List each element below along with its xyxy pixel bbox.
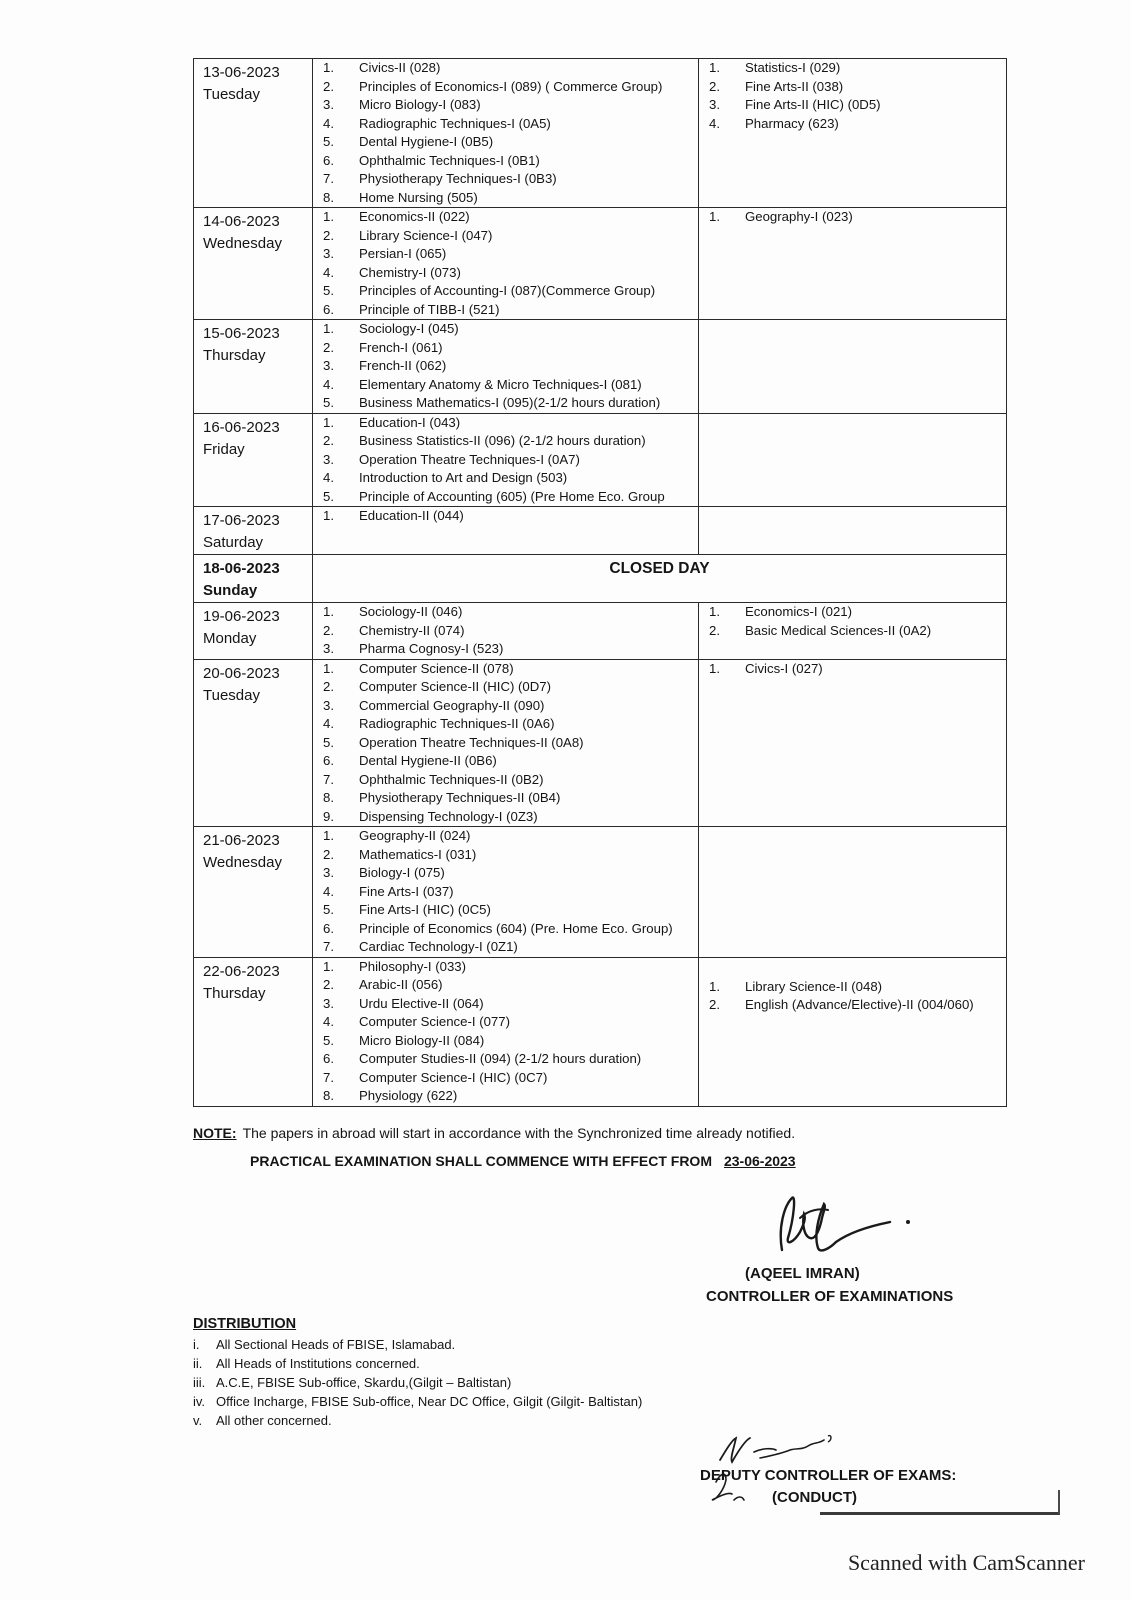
subject-item xyxy=(313,715,698,734)
subject-number: 5. xyxy=(323,395,334,410)
subject-number: 1. xyxy=(323,321,334,336)
subject-name: Sociology-I (045) xyxy=(359,321,459,336)
subject-item xyxy=(313,752,698,771)
date-cell xyxy=(194,827,313,958)
subject-name: Commercial Geography-II (090) xyxy=(359,697,545,713)
subject-name: Economics-II (022) xyxy=(359,209,470,224)
date-cell xyxy=(194,208,313,320)
date-sheet-row xyxy=(194,413,1007,507)
subject-name: Micro Biology-I (083) xyxy=(359,97,481,112)
subject-item xyxy=(313,920,698,939)
subject-number: 1. xyxy=(323,508,334,523)
exam-date: 19-06-2023 xyxy=(203,608,280,625)
subject-item xyxy=(699,996,1006,1015)
subject-item xyxy=(313,603,698,622)
subject-item xyxy=(313,170,698,189)
date-sheet-row xyxy=(194,320,1007,414)
exam-weekday: Wednesday xyxy=(203,854,282,871)
subject-name: Statistics-I (029) xyxy=(745,60,841,75)
subject-number: 4. xyxy=(323,1014,334,1029)
deputy-controller-title: DEPUTY CONTROLLER OF EXAMS: xyxy=(700,1467,957,1484)
date-cell xyxy=(194,320,313,414)
subject-list xyxy=(313,320,698,413)
exam-date: 13-06-2023 xyxy=(203,64,280,81)
subject-list xyxy=(313,507,698,526)
morning-session-cell xyxy=(313,827,699,958)
subject-item xyxy=(313,227,698,246)
subject-name: Computer Science-I (077) xyxy=(359,1014,510,1029)
distribution-item xyxy=(193,1335,642,1354)
controller-name: (AQEEL IMRAN) xyxy=(745,1265,860,1282)
subject-number: 1. xyxy=(709,660,720,676)
subject-name: Micro Biology-II (084) xyxy=(359,1032,485,1048)
date-sheet-row xyxy=(194,507,1007,555)
subject-number: 1. xyxy=(323,60,334,75)
subject-item xyxy=(313,734,698,753)
subject-item xyxy=(313,1013,698,1032)
subject-number: 3. xyxy=(323,97,334,112)
subject-number: 7. xyxy=(323,1069,334,1085)
subject-name: Home Nursing (505) xyxy=(359,189,478,205)
subject-number: 3. xyxy=(323,697,334,713)
subject-number: 5. xyxy=(323,283,334,298)
closed-day-label: CLOSED DAY xyxy=(313,555,1007,603)
distribution-item-text: Office Incharge, FBISE Sub-office, Near DC Office, Gilgit (Gilgit- Baltistan) xyxy=(216,1394,643,1409)
subject-item xyxy=(313,208,698,227)
subject-number: 4. xyxy=(323,470,334,485)
subject-number: 2. xyxy=(323,339,334,355)
subject-number: 3. xyxy=(323,865,334,880)
subject-number: 2. xyxy=(323,679,334,694)
subject-name: Sociology-II (046) xyxy=(359,604,463,619)
subject-item xyxy=(313,846,698,865)
evening-session-cell xyxy=(699,208,1007,320)
subject-item xyxy=(699,603,1006,622)
subject-item xyxy=(313,376,698,395)
subject-number: 4. xyxy=(709,115,720,131)
subject-number: 2. xyxy=(709,622,720,638)
subject-number: 3. xyxy=(323,451,334,467)
subject-item xyxy=(313,660,698,679)
exam-date: 20-06-2023 xyxy=(203,664,280,682)
distribution-item-number: v. xyxy=(193,1413,203,1428)
subject-list xyxy=(699,59,1006,133)
subject-number: 8. xyxy=(323,790,334,805)
subject-number: 7. xyxy=(323,939,334,954)
subject-list xyxy=(699,208,1006,227)
subject-name: Operation Theatre Techniques-II (0A8) xyxy=(359,734,584,750)
subject-number: 4. xyxy=(323,264,334,280)
subject-item xyxy=(313,339,698,358)
subject-item xyxy=(313,189,698,208)
date-cell xyxy=(194,59,313,208)
subject-item xyxy=(313,320,698,339)
subject-item xyxy=(313,414,698,433)
subject-item xyxy=(313,78,698,97)
exam-weekday: Wednesday xyxy=(203,235,282,252)
subject-item xyxy=(313,622,698,641)
evening-session-cell xyxy=(699,659,1007,827)
subject-item xyxy=(313,995,698,1014)
subject-number: 2. xyxy=(323,846,334,862)
exam-weekday: Thursday xyxy=(203,347,266,364)
exam-weekday: Saturday xyxy=(203,534,264,551)
exam-date: 16-06-2023 xyxy=(203,418,280,436)
subject-number: 2. xyxy=(709,997,720,1012)
subject-item xyxy=(313,469,698,488)
subject-name: Geography-II (024) xyxy=(359,828,471,843)
stamp-divider xyxy=(820,1512,1060,1515)
subject-name: Computer Science-II (078) xyxy=(359,660,514,676)
subject-item xyxy=(313,976,698,995)
subject-item xyxy=(313,488,698,507)
date-sheet-body xyxy=(194,59,1007,1107)
subject-name: Radiographic Techniques-II (0A6) xyxy=(359,716,555,731)
distribution-item-number: iii. xyxy=(193,1375,206,1390)
subject-item xyxy=(313,678,698,697)
subject-number: 6. xyxy=(323,152,334,168)
subject-name: Education-I (043) xyxy=(359,414,461,430)
date-cell xyxy=(194,603,313,660)
subject-item xyxy=(313,115,698,134)
evening-session-cell xyxy=(699,603,1007,660)
deputy-controller-subtitle: (CONDUCT) xyxy=(772,1489,857,1506)
distribution-list xyxy=(193,1335,642,1430)
exam-weekday: Friday xyxy=(203,440,245,458)
subject-name: Physiology (622) xyxy=(359,1088,458,1103)
subject-name: Fine Arts-II (HIC) (0D5) xyxy=(745,97,881,112)
practical-exam-notice xyxy=(250,1153,796,1169)
subject-item xyxy=(313,771,698,790)
subject-number: 4. xyxy=(323,115,334,131)
exam-date: 14-06-2023 xyxy=(203,213,280,230)
subject-number: 1. xyxy=(709,209,720,224)
subject-name: Basic Medical Sciences-II (0A2) xyxy=(745,622,932,638)
subject-name: Civics-I (027) xyxy=(745,660,823,676)
subject-list xyxy=(313,827,698,957)
subject-number: 5. xyxy=(323,134,334,149)
subject-item xyxy=(313,901,698,920)
subject-number: 1. xyxy=(323,958,334,974)
subject-number: 7. xyxy=(323,171,334,186)
subject-item xyxy=(699,96,1006,115)
practical-text: PRACTICAL EXAMINATION SHALL COMMENCE WITH EFFECT FROM xyxy=(250,1153,712,1169)
subject-name: Mathematics-I (031) xyxy=(359,846,477,862)
subject-name: Philosophy-I (033) xyxy=(359,958,467,974)
subject-list xyxy=(313,59,698,207)
subject-name: Fine Arts-I (037) xyxy=(359,883,454,899)
subject-item xyxy=(313,789,698,808)
subject-list xyxy=(699,660,1006,679)
exam-date: 15-06-2023 xyxy=(203,325,280,342)
subject-name: Principle of Economics (604) (Pre. Home Eco. Group) xyxy=(359,920,673,936)
exam-weekday: Monday xyxy=(203,630,257,647)
morning-session-cell xyxy=(313,507,699,555)
subject-name: Ophthalmic Techniques-I (0B1) xyxy=(359,152,540,168)
subject-name: Persian-I (065) xyxy=(359,246,447,261)
subject-name: Fine Arts-II (038) xyxy=(745,78,844,94)
subject-number: 9. xyxy=(323,808,334,824)
distribution-item-number: ii. xyxy=(193,1356,203,1371)
date-sheet-row xyxy=(194,59,1007,208)
exam-date: 17-06-2023 xyxy=(203,512,280,529)
evening-session-cell xyxy=(699,413,1007,507)
subject-name: Pharma Cognosy-I (523) xyxy=(359,641,504,656)
note xyxy=(193,1125,795,1141)
subject-list xyxy=(313,208,698,319)
exam-date: 18-06-2023 xyxy=(203,560,280,577)
subject-item xyxy=(313,451,698,470)
subject-name: Radiographic Techniques-I (0A5) xyxy=(359,115,551,131)
subject-number: 1. xyxy=(323,828,334,843)
morning-session-cell xyxy=(313,603,699,660)
subject-item xyxy=(699,115,1006,134)
stamp-edge xyxy=(1058,1490,1060,1514)
subject-number: 3. xyxy=(323,246,334,261)
subject-name: Principles of Accounting-I (087)(Commerce Group) xyxy=(359,283,656,298)
subject-number: 7. xyxy=(323,771,334,787)
subject-number: 1. xyxy=(709,604,720,619)
subject-name: Urdu Elective-II (064) xyxy=(359,995,484,1011)
subject-number: 4. xyxy=(323,883,334,899)
exam-weekday: Tuesday xyxy=(203,686,260,704)
subject-name: Dental Hygiene-I (0B5) xyxy=(359,134,494,149)
distribution-item-text: A.C.E, FBISE Sub-office, Skardu,(Gilgit – Baltistan) xyxy=(216,1375,512,1390)
subject-name: Computer Science-I (HIC) (0C7) xyxy=(359,1069,548,1085)
subject-item xyxy=(313,301,698,320)
date-sheet-row xyxy=(194,957,1007,1106)
subject-number: 3. xyxy=(323,641,334,656)
subject-name: English (Advance/Elective)-II (004/060) xyxy=(745,997,974,1012)
subject-name: Civics-II (028) xyxy=(359,60,441,75)
subject-item xyxy=(699,78,1006,97)
date-cell xyxy=(194,555,313,603)
evening-session-cell xyxy=(699,320,1007,414)
subject-name: Biology-I (075) xyxy=(359,865,445,880)
subject-item xyxy=(313,640,698,659)
subject-item xyxy=(313,938,698,957)
subject-item xyxy=(313,357,698,376)
subject-name: Principles of Economics-I (089) ( Commerce Group) xyxy=(359,78,663,94)
subject-item xyxy=(313,282,698,301)
subject-name: Principle of Accounting (605) (Pre Home Eco. Group xyxy=(359,488,665,504)
distribution-item xyxy=(193,1354,642,1373)
subject-item xyxy=(313,59,698,78)
practical-date: 23-06-2023 xyxy=(723,1153,796,1169)
subject-item xyxy=(313,507,698,526)
subject-item xyxy=(313,827,698,846)
evening-session-cell xyxy=(699,59,1007,208)
note-label: NOTE: xyxy=(193,1125,237,1141)
morning-session-cell xyxy=(313,320,699,414)
subject-item xyxy=(313,264,698,283)
subject-list xyxy=(313,660,698,827)
subject-name: Pharmacy (623) xyxy=(745,115,839,131)
subject-number: 2. xyxy=(323,227,334,243)
distribution-item xyxy=(193,1411,642,1430)
distribution-item-number: i. xyxy=(193,1337,200,1352)
subject-number: 5. xyxy=(323,734,334,750)
date-sheet-row xyxy=(194,603,1007,660)
subject-number: 5. xyxy=(323,902,334,917)
subject-item xyxy=(313,96,698,115)
subject-number: 6. xyxy=(323,1051,334,1066)
distribution-item xyxy=(193,1373,642,1392)
subject-item xyxy=(313,697,698,716)
date-cell xyxy=(194,659,313,827)
subject-list xyxy=(313,603,698,659)
distribution-item-text: All other concerned. xyxy=(216,1413,332,1428)
subject-list xyxy=(699,978,1006,1015)
subject-name: Geography-I (023) xyxy=(745,209,853,224)
subject-number: 6. xyxy=(323,301,334,317)
subject-item xyxy=(699,622,1006,641)
subject-number: 3. xyxy=(709,97,720,112)
subject-name: Arabic-II (056) xyxy=(359,977,443,992)
subject-item xyxy=(313,1050,698,1069)
date-cell xyxy=(194,507,313,555)
subject-number: 2. xyxy=(709,78,720,94)
evening-session-cell xyxy=(699,957,1007,1106)
subject-name: Chemistry-II (074) xyxy=(359,622,465,638)
subject-name: Library Science-I (047) xyxy=(359,227,493,243)
subject-number: 4. xyxy=(323,376,334,392)
subject-name: Computer Science-II (HIC) (0D7) xyxy=(359,679,551,694)
date-sheet-row xyxy=(194,827,1007,958)
controller-signature-icon xyxy=(760,1188,930,1263)
subject-item xyxy=(313,245,698,264)
distribution-item-number: iv. xyxy=(193,1394,206,1409)
subject-name: Library Science-II (048) xyxy=(745,978,883,994)
subject-name: French-II (062) xyxy=(359,358,447,373)
date-cell xyxy=(194,413,313,507)
subject-number: 3. xyxy=(323,358,334,373)
subject-number: 2. xyxy=(323,433,334,448)
morning-session-cell xyxy=(313,59,699,208)
subject-name: Ophthalmic Techniques-II (0B2) xyxy=(359,771,544,787)
date-sheet-table xyxy=(193,58,1007,1107)
distribution-item-text: All Heads of Institutions concerned. xyxy=(216,1356,420,1371)
date-sheet-row xyxy=(194,659,1007,827)
subject-name: Principle of TIBB-I (521) xyxy=(359,301,500,317)
distribution-heading: DISTRIBUTION xyxy=(193,1316,297,1332)
subject-number: 5. xyxy=(323,1032,334,1048)
subject-name: Business Mathematics-I (095)(2-1/2 hours duration) xyxy=(359,395,661,410)
subject-name: Elementary Anatomy & Micro Techniques-I (081) xyxy=(359,376,642,392)
subject-item xyxy=(699,208,1006,227)
exam-weekday: Tuesday xyxy=(203,86,260,103)
subject-list xyxy=(699,603,1006,640)
date-sheet-row xyxy=(194,208,1007,320)
subject-name: Economics-I (021) xyxy=(745,604,853,619)
subject-item xyxy=(313,808,698,827)
subject-item xyxy=(313,1087,698,1106)
subject-number: 2. xyxy=(323,977,334,992)
subject-number: 4. xyxy=(323,716,334,731)
subject-number: 8. xyxy=(323,189,334,205)
subject-number: 1. xyxy=(709,978,720,994)
note-text: The papers in abroad will start in accordance with the Synchronized time already notified. xyxy=(242,1125,796,1141)
subject-item xyxy=(313,394,698,413)
subject-name: Physiotherapy Techniques-II (0B4) xyxy=(359,790,561,805)
exam-date: 22-06-2023 xyxy=(203,962,280,980)
subject-name: French-I (061) xyxy=(359,339,443,355)
subject-item xyxy=(313,958,698,977)
subject-name: Chemistry-I (073) xyxy=(359,264,461,280)
exam-date: 21-06-2023 xyxy=(203,832,280,849)
subject-item xyxy=(313,432,698,451)
closed-day-row xyxy=(194,555,1007,603)
subject-item xyxy=(313,133,698,152)
subject-name: Operation Theatre Techniques-I (0A7) xyxy=(359,451,580,467)
subject-name: Business Statistics-II (096) (2-1/2 hours duration) xyxy=(359,433,646,448)
evening-session-cell xyxy=(699,827,1007,958)
subject-number: 1. xyxy=(323,414,334,430)
subject-list xyxy=(313,414,698,507)
subject-item xyxy=(313,883,698,902)
subject-number: 1. xyxy=(323,209,334,224)
evening-session-cell xyxy=(699,507,1007,555)
morning-session-cell xyxy=(313,659,699,827)
subject-number: 3. xyxy=(323,995,334,1011)
subject-item xyxy=(699,59,1006,78)
subject-list xyxy=(313,958,698,1106)
subject-number: 1. xyxy=(323,660,334,676)
subject-number: 5. xyxy=(323,488,334,504)
subject-name: Introduction to Art and Design (503) xyxy=(359,470,568,485)
date-cell xyxy=(194,957,313,1106)
exam-weekday: Thursday xyxy=(203,984,266,1002)
controller-title: CONTROLLER OF EXAMINATIONS xyxy=(706,1288,954,1305)
subject-item xyxy=(313,864,698,883)
subject-item xyxy=(313,1069,698,1088)
subject-number: 6. xyxy=(323,753,334,768)
morning-session-cell xyxy=(313,208,699,320)
subject-number: 2. xyxy=(323,78,334,94)
subject-name: Dental Hygiene-II (0B6) xyxy=(359,753,497,768)
subject-number: 2. xyxy=(323,622,334,638)
subject-name: Computer Studies-II (094) (2-1/2 hours duration) xyxy=(359,1051,642,1066)
subject-name: Dispensing Technology-I (0Z3) xyxy=(359,808,538,824)
scanner-watermark: Scanned with CamScanner xyxy=(847,1550,1085,1575)
distribution-item xyxy=(193,1392,642,1411)
subject-number: 1. xyxy=(323,604,334,619)
subject-number: 6. xyxy=(323,920,334,936)
subject-number: 1. xyxy=(709,60,720,75)
subject-item xyxy=(699,660,1006,679)
subject-name: Cardiac Technology-I (0Z1) xyxy=(359,939,518,954)
subject-item xyxy=(313,152,698,171)
subject-item xyxy=(699,978,1006,997)
subject-name: Fine Arts-I (HIC) (0C5) xyxy=(359,902,491,917)
subject-name: Physiotherapy Techniques-I (0B3) xyxy=(359,171,557,186)
distribution-item-text: All Sectional Heads of FBISE, Islamabad. xyxy=(216,1337,456,1352)
morning-session-cell xyxy=(313,957,699,1106)
exam-weekday: Sunday xyxy=(203,582,258,599)
morning-session-cell xyxy=(313,413,699,507)
subject-item xyxy=(313,1032,698,1051)
subject-number: 8. xyxy=(323,1088,334,1103)
subject-name: Education-II (044) xyxy=(359,508,464,523)
